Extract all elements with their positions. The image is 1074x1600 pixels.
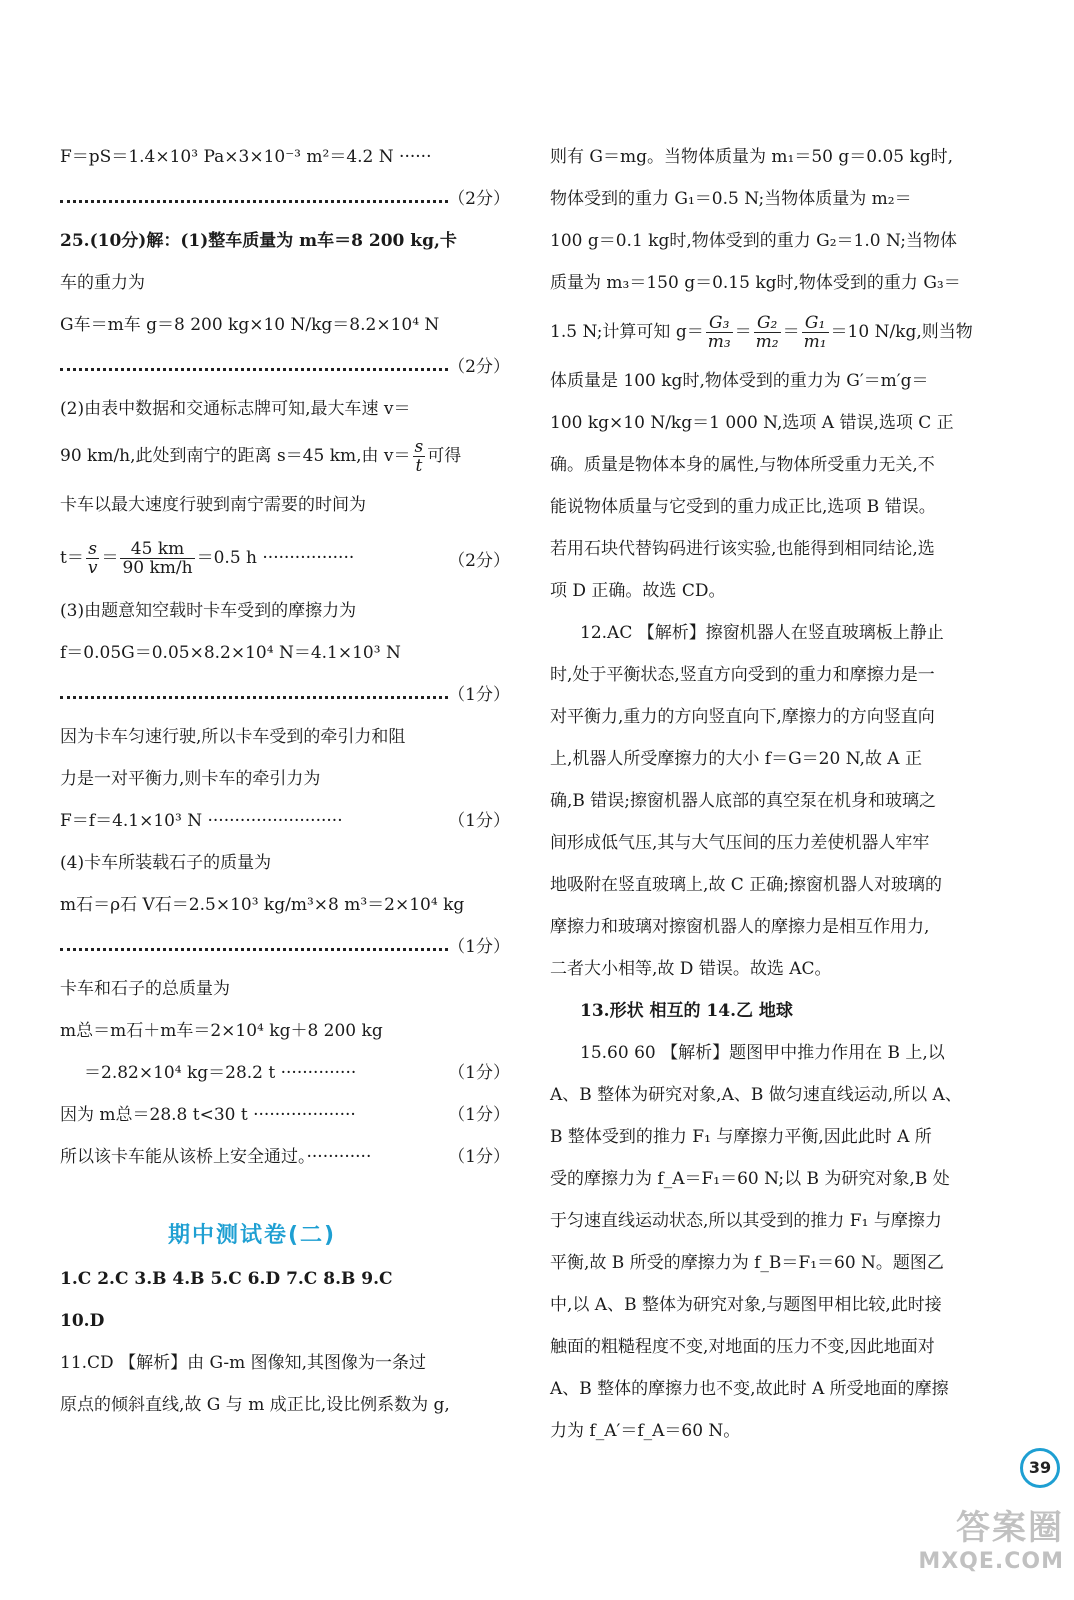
text-line: 间形成低气压,其与大气压间的压力差使机器人牢牢: [550, 833, 930, 853]
text-line: 确。质量是物体本身的属性,与物体所受重力无关,不: [550, 455, 935, 475]
score: （1分）: [448, 1063, 510, 1083]
text-line: [60, 438, 461, 475]
text-fragment: ＝: [734, 322, 752, 342]
denominator: m₁: [803, 332, 827, 352]
text-line: 项 D 正确。故选 CD。: [550, 581, 726, 601]
score: （2分）: [448, 357, 510, 377]
text-fragment: 所以该卡车能从该桥上安全通过。············: [60, 1147, 372, 1167]
text-fragment: 90 km/h,此处到南宁的距离 s＝45 km,由 v＝: [60, 446, 411, 466]
fraction: [120, 540, 194, 577]
text-line: 触面的粗糙程度不变,对地面的压力不变,因此地面对: [550, 1337, 935, 1357]
formula-line: [550, 314, 973, 351]
text-line: B 整体受到的推力 F₁ 与摩擦力平衡,因此此时 A 所: [550, 1127, 932, 1147]
text-fragment: ＝0.5 h ·················: [196, 548, 355, 568]
text-fragment: ＝: [101, 548, 119, 568]
question-15: 15.60 60 【解析】题图甲中推力作用在 B 上,以: [580, 1043, 945, 1063]
score: （1分）: [448, 1147, 510, 1167]
numerator: G₂: [754, 314, 781, 333]
text-fragment: t＝: [60, 548, 84, 568]
answer-row: 10.D: [60, 1311, 105, 1331]
text-fragment: ＝2.82×10⁴ kg＝28.2 t ··············: [84, 1063, 357, 1083]
text-line: 质量为 m₃＝150 g＝0.15 kg时,物体受到的重力 G₃＝: [550, 273, 961, 293]
formula-line: m总＝m石＋m车＝2×10⁴ kg＋8 200 kg: [60, 1021, 383, 1041]
numerator: G₃: [706, 314, 733, 333]
text-fragment: ＝10 N/kg,则当物: [830, 322, 973, 342]
text-line: 100 kg×10 N/kg＝1 000 N,选项 A 错误,选项 C 正: [550, 413, 954, 433]
text-line: 因为卡车匀速行驶,所以卡车受到的牵引力和阻: [60, 727, 406, 747]
score: （1分）: [448, 811, 510, 831]
formula-line: m石＝ρ石 V石＝2.5×10³ kg/m³×8 m³＝2×10⁴ kg: [60, 895, 465, 915]
text-line: 体质量是 100 kg时,物体受到的重力为 G′＝m′g＝: [550, 371, 929, 391]
text-line: 时,处于平衡状态,竖直方向受到的重力和摩擦力是一: [550, 665, 935, 685]
question-25: 25.(10分)解：(1)整车质量为 m车＝8 200 kg,卡: [60, 231, 457, 251]
text-line: 对平衡力,重力的方向竖直向下,摩擦力的方向竖直向: [550, 707, 935, 727]
answer-row: 1.C 2.C 3.B 4.B 5.C 6.D 7.C 8.B 9.C: [60, 1269, 393, 1289]
formula-line: [84, 1062, 510, 1084]
text-line: A、B 整体的摩擦力也不变,故此时 A 所受地面的摩擦: [550, 1379, 949, 1399]
formula-line: f＝0.05G＝0.05×8.2×10⁴ N＝4.1×10³ N: [60, 643, 401, 663]
score: （1分）: [448, 685, 510, 705]
denominator: t: [415, 456, 423, 476]
text-fragment: 可得: [427, 446, 462, 466]
text-line: 确,B 错误;擦窗机器人底部的真空泵在机身和玻璃之: [550, 791, 937, 811]
fraction: [86, 540, 100, 577]
text-fragment: F＝f＝4.1×10³ N ·························: [60, 811, 343, 831]
text-fragment: ＝: [782, 322, 800, 342]
question-13-14: 13.形状 相互的 14.乙 地球: [580, 1001, 793, 1021]
score: （1分）: [448, 937, 510, 957]
fraction: [413, 438, 426, 475]
watermark: [918, 1500, 1064, 1574]
question-12: 12.AC 【解析】擦窗机器人在竖直玻璃板上静止: [580, 623, 944, 643]
text-line: 于匀速直线运动状态,所以其受到的推力 F₁ 与摩擦力: [550, 1211, 942, 1231]
text-line: 卡车和石子的总质量为: [60, 979, 230, 999]
text-line: (4)卡车所装载石子的质量为: [60, 853, 272, 873]
text-fragment: 1.5 N;计算可知 g＝: [550, 322, 704, 342]
fraction: [706, 314, 733, 351]
text-line: 物体受到的重力 G₁＝0.5 N;当物体质量为 m₂＝: [550, 189, 912, 209]
text-line: 二者大小相等,故 D 错误。故选 AC。: [550, 959, 832, 979]
text-line: 力为 f_A′＝f_A＝60 N。: [550, 1421, 741, 1441]
text-line: 则有 G＝mg。当物体质量为 m₁＝50 g＝0.05 kg时,: [550, 147, 954, 167]
denominator: v: [87, 558, 98, 578]
text-line: 卡车以最大速度行驶到南宁需要的时间为: [60, 495, 366, 515]
text-line: F＝pS＝1.4×10³ Pa×3×10⁻³ m²＝4.2 N ······: [60, 147, 432, 167]
text-line: 摩擦力和玻璃对擦窗机器人的摩擦力是相互作用力,: [550, 917, 930, 937]
numerator: 45 km: [120, 540, 194, 559]
text-line: 受的摩擦力为 f_A＝F₁＝60 N;以 B 为研究对象,B 处: [550, 1169, 950, 1189]
watermark-line: 答案圈: [956, 1508, 1064, 1548]
text-line: 地吸附在竖直玻璃上,故 C 正确;擦窗机器人对玻璃的: [550, 875, 942, 895]
formula-line: [60, 1104, 510, 1126]
score: （1分）: [448, 1105, 510, 1125]
text-fragment: 因为 m总＝28.8 t<30 t ···················: [60, 1105, 356, 1125]
numerator: s: [86, 540, 100, 559]
text-line: 若用石块代替钩码进行该实验,也能得到相同结论,选: [550, 539, 935, 559]
question-11: 11.CD 【解析】由 G-m 图像知,其图像为一条过: [60, 1353, 427, 1373]
denominator: m₃: [707, 332, 731, 352]
score: （2分）: [448, 551, 510, 571]
fraction: [754, 314, 781, 351]
text-line: 平衡,故 B 所受的摩擦力为 f_B＝F₁＝60 N。题图乙: [550, 1253, 944, 1273]
text-line: 原点的倾斜直线,故 G 与 m 成正比,设比例系数为 g,: [60, 1395, 450, 1415]
fraction: [802, 314, 829, 351]
section-title: 期中测试卷(二): [168, 1223, 337, 1248]
numerator: s: [414, 437, 424, 457]
text-line: A、B 整体为研究对象,A、B 做匀速直线运动,所以 A、: [550, 1085, 962, 1105]
formula-line: G车＝m车 g＝8 200 kg×10 N/kg＝8.2×10⁴ N: [60, 315, 440, 335]
page-number: 39: [1020, 1448, 1060, 1488]
formula-line: [60, 540, 510, 577]
score: （2分）: [448, 189, 510, 209]
text-line: 100 g＝0.1 kg时,物体受到的重力 G₂＝1.0 N;当物体: [550, 231, 957, 251]
text-line: [60, 1146, 510, 1168]
denominator: 90 km/h: [122, 558, 193, 578]
text-line: 中,以 A、B 整体为研究对象,与题图甲相比较,此时接: [550, 1295, 942, 1315]
denominator: m₂: [755, 332, 779, 352]
text-line: (2)由表中数据和交通标志牌可知,最大车速 v＝: [60, 399, 411, 419]
text-line: 能说物体质量与它受到的重力成正比,选项 B 错误。: [550, 497, 936, 517]
formula-line: [60, 810, 510, 832]
watermark-line: MXQE.COM: [918, 1549, 1064, 1574]
text-line: 车的重力为: [60, 273, 145, 293]
text-line: (3)由题意知空载时卡车受到的摩擦力为: [60, 601, 357, 621]
text-line: 上,机器人所受摩擦力的大小 f＝G＝20 N,故 A 正: [550, 749, 922, 769]
text-line: 力是一对平衡力,则卡车的牵引力为: [60, 769, 321, 789]
numerator: G₁: [802, 314, 829, 333]
